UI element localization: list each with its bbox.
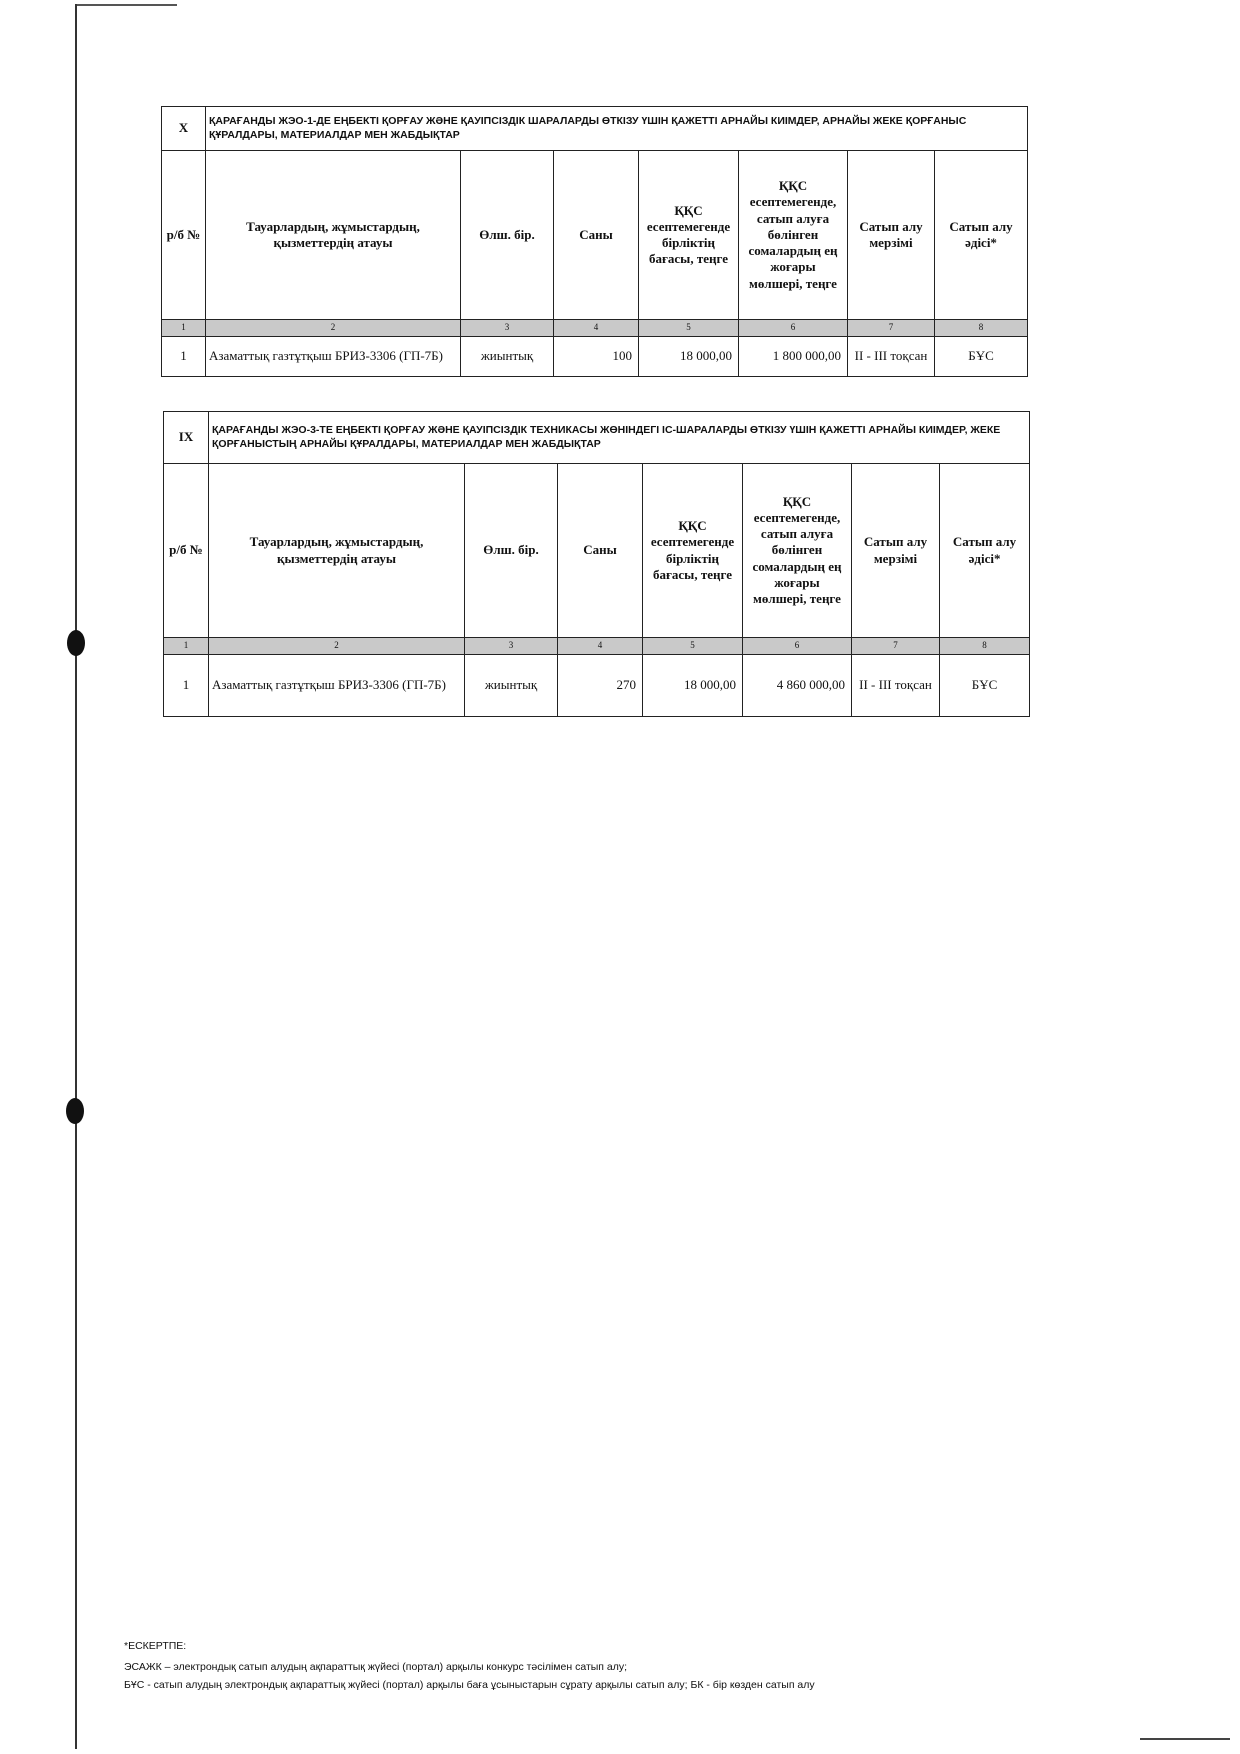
item-name: Азаматтық газтұтқыш БРИЗ-3306 (ГП-7Б) [209, 655, 465, 717]
header-unit: Өлш. бір. [465, 464, 558, 638]
column-index: 4 [554, 320, 639, 337]
punch-hole-mark [67, 630, 85, 656]
item-quantity: 100 [554, 337, 639, 377]
item-unit: жиынтық [461, 337, 554, 377]
scan-margin-line [75, 4, 77, 1749]
header-unit-price: ҚҚС есептемегенде бірліктің бағасы, теңге [639, 151, 739, 320]
footnote-line: БҰС - сатып алудың электрондық ақпараттық жүйесі (портал) арқылы баға ұсыныстарын сұрату арқылы сатып алу; БК - бір көзден сатып алу [124, 1679, 815, 1691]
header-quantity: Саны [554, 151, 639, 320]
header-purchase-period: Сатып алу мерзімі [848, 151, 935, 320]
column-index: 8 [940, 638, 1030, 655]
column-index: 5 [639, 320, 739, 337]
column-index: 5 [643, 638, 743, 655]
column-index: 3 [465, 638, 558, 655]
header-max-amount: ҚҚС есептемегенде, сатып алуға бөлінген сомалардың ең жоғары мөлшері, теңге [739, 151, 848, 320]
item-quantity: 270 [558, 655, 643, 717]
item-unit: жиынтық [465, 655, 558, 717]
header-item-name: Тауарлардың, жұмыстардың, қызметтердің атауы [209, 464, 465, 638]
column-index: 3 [461, 320, 554, 337]
header-max-amount: ҚҚС есептемегенде, сатып алуға бөлінген сомалардың ең жоғары мөлшері, теңге [743, 464, 852, 638]
section-number: X [162, 107, 206, 151]
item-unit-price: 18 000,00 [643, 655, 743, 717]
column-index: 1 [164, 638, 209, 655]
item-purchase-period: II - III тоқсан [848, 337, 935, 377]
section-title: ҚАРАҒАНДЫ ЖЭО-3-ТЕ ЕҢБЕКТІ ҚОРҒАУ ЖӘНЕ ҚАУІПСІЗДІК ТЕХНИКАСЫ ЖӨНІНДЕГІ ІС-ШАРАЛАРДЫ ӨТКІЗУ ҮШІН ҚАЖЕТТІ АРНАЙЫ КИІМДЕР, ЖЕКЕ ҚОРҒАНЫСТЫҢ АРНАЙЫ ҚҰРАЛДАРЫ, МАТЕРИАЛДАР МЕН ЖАБДЫҚТАР [209, 412, 1030, 464]
header-row-number: р/б № [162, 151, 206, 320]
section-number: IX [164, 412, 209, 464]
header-row-number: р/б № [164, 464, 209, 638]
table-row [162, 337, 1028, 377]
column-index: 2 [209, 638, 465, 655]
header-purchase-method: Сатып алу әдісі* [940, 464, 1030, 638]
header-purchase-period: Сатып алу мерзімі [852, 464, 940, 638]
column-index: 7 [848, 320, 935, 337]
procurement-table-section-x [161, 106, 1028, 377]
item-purchase-method: БҰС [940, 655, 1030, 717]
column-index: 8 [935, 320, 1028, 337]
table-row [164, 655, 1030, 717]
item-purchase-method: БҰС [935, 337, 1028, 377]
header-unit-price: ҚҚС есептемегенде бірліктің бағасы, теңге [643, 464, 743, 638]
header-quantity: Саны [558, 464, 643, 638]
scan-corner-line [77, 4, 177, 6]
item-max-amount: 1 800 000,00 [739, 337, 848, 377]
section-title: ҚАРАҒАНДЫ ЖЭО-1-ДЕ ЕҢБЕКТІ ҚОРҒАУ ЖӘНЕ ҚАУІПСІЗДІК ШАРАЛАРДЫ ӨТКІЗУ ҮШІН ҚАЖЕТТІ АРНАЙЫ КИІМДЕР, АРНАЙЫ ЖЕКЕ ҚОРҒАНЫС ҚҰРАЛДАРЫ, МАТЕРИАЛДАР МЕН ЖАБДЫҚТАР [206, 107, 1028, 151]
procurement-table-section-ix [163, 411, 1030, 717]
column-index: 6 [739, 320, 848, 337]
row-number: 1 [162, 337, 206, 377]
footnote-line: ЭСАЖК – электрондық сатып алудың ақпараттық жүйесі (портал) арқылы конкурс тәсілімен сатып алу; [124, 1661, 628, 1673]
column-index: 2 [206, 320, 461, 337]
header-item-name: Тауарлардың, жұмыстардың, қызметтердің атауы [206, 151, 461, 320]
column-index: 4 [558, 638, 643, 655]
item-name: Азаматтық газтұтқыш БРИЗ-3306 (ГП-7Б) [206, 337, 461, 377]
header-unit: Өлш. бір. [461, 151, 554, 320]
column-index-row [164, 638, 1030, 655]
column-index: 7 [852, 638, 940, 655]
footnote-title: *ЕСКЕРТПЕ: [124, 1640, 187, 1652]
row-number: 1 [164, 655, 209, 717]
item-unit-price: 18 000,00 [639, 337, 739, 377]
column-index-row [162, 320, 1028, 337]
header-purchase-method: Сатып алу әдісі* [935, 151, 1028, 320]
scan-bottom-line [1140, 1738, 1230, 1740]
column-index: 1 [162, 320, 206, 337]
item-max-amount: 4 860 000,00 [743, 655, 852, 717]
column-index: 6 [743, 638, 852, 655]
punch-hole-mark [66, 1098, 84, 1124]
item-purchase-period: II - III тоқсан [852, 655, 940, 717]
